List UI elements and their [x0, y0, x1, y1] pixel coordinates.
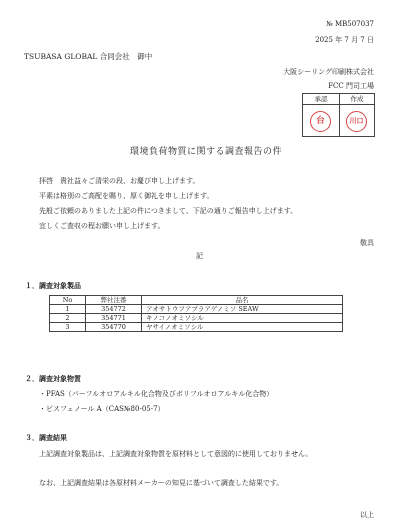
greeting-line-4: 宜しくご査収の程お願い申し上げます。: [39, 222, 165, 230]
table-row: [50, 314, 343, 323]
closing-keigu: 敬具: [360, 239, 374, 247]
col-header-order-no: 弊社注番: [86, 296, 142, 305]
row-no: 2: [50, 314, 86, 323]
substance-item-pfas: ・PFAS（パーフルオロアルキル化合物及びポリフルオロアルキル化合物）: [39, 390, 274, 398]
approval-stamp-box: [302, 93, 375, 137]
section1-heading: １．調査対象製品: [25, 281, 81, 290]
table-row: [50, 323, 343, 332]
approve-seal-text: 台: [316, 116, 325, 127]
row-order-no: 354770: [86, 323, 142, 332]
result-line-2: なお、上記調査結果は各原材料メーカーの知見に基づいて調査した結果です。: [39, 479, 284, 487]
create-seal-text: 川口: [349, 116, 364, 126]
factory-name: FCC 門司工場: [328, 82, 374, 90]
result-line-1: 上記調査対象製品は、上記調査対象物質を原材料として意図的に使用しておりません。: [39, 450, 313, 458]
page-title: 環境負荷物質に関する調査報告の件: [129, 147, 282, 157]
greeting-line-3: 先般ご依頼のありました上記の件につきまして、下記の通りご報告申し上げます。: [39, 207, 298, 215]
recipient: TSUBASA GLOBAL 合同会社 御中: [24, 52, 153, 61]
section2-heading: ２．調査対象物質: [25, 374, 81, 383]
col-header-no: No: [50, 296, 86, 305]
approve-seal: [310, 111, 331, 132]
row-order-no: 354771: [86, 314, 142, 323]
substance-item-bpa: ・ビスフェノール A（CAS№80-05-7）: [39, 405, 165, 413]
row-product-name: ヤサイノオミソシル: [142, 323, 343, 332]
table-header-row: [50, 296, 343, 305]
create-label: 作成: [350, 94, 364, 103]
col-header-product-name: 品名: [142, 296, 343, 305]
row-product-name: キノコノオミソシル: [142, 314, 343, 323]
create-seal: [346, 111, 367, 132]
section3-heading: ３．調査結果: [25, 433, 67, 442]
approve-label: 承認: [314, 94, 328, 103]
greeting-line-1: 拝啓 貴社益々ご清栄の段、お慶び申し上げます。: [39, 177, 200, 185]
document-number: № MB507037: [326, 20, 374, 28]
end-ijou: 以上: [360, 511, 374, 519]
row-no: 1: [50, 305, 86, 314]
row-no: 3: [50, 323, 86, 332]
greeting-line-2: 平素は格別のご高配を賜り、厚く御礼を申し上げます。: [39, 192, 214, 200]
table-row: [50, 305, 343, 314]
product-table: [49, 295, 343, 332]
company-name: 大阪シーリング印刷株式会社: [283, 68, 374, 76]
ki-mark: 記: [196, 252, 203, 260]
document-date: 2025 年 7 月 7 日: [315, 36, 374, 44]
row-order-no: 354772: [86, 305, 142, 314]
row-product-name: アオサトウフアプラアゲノミソ SEAW: [142, 305, 343, 314]
